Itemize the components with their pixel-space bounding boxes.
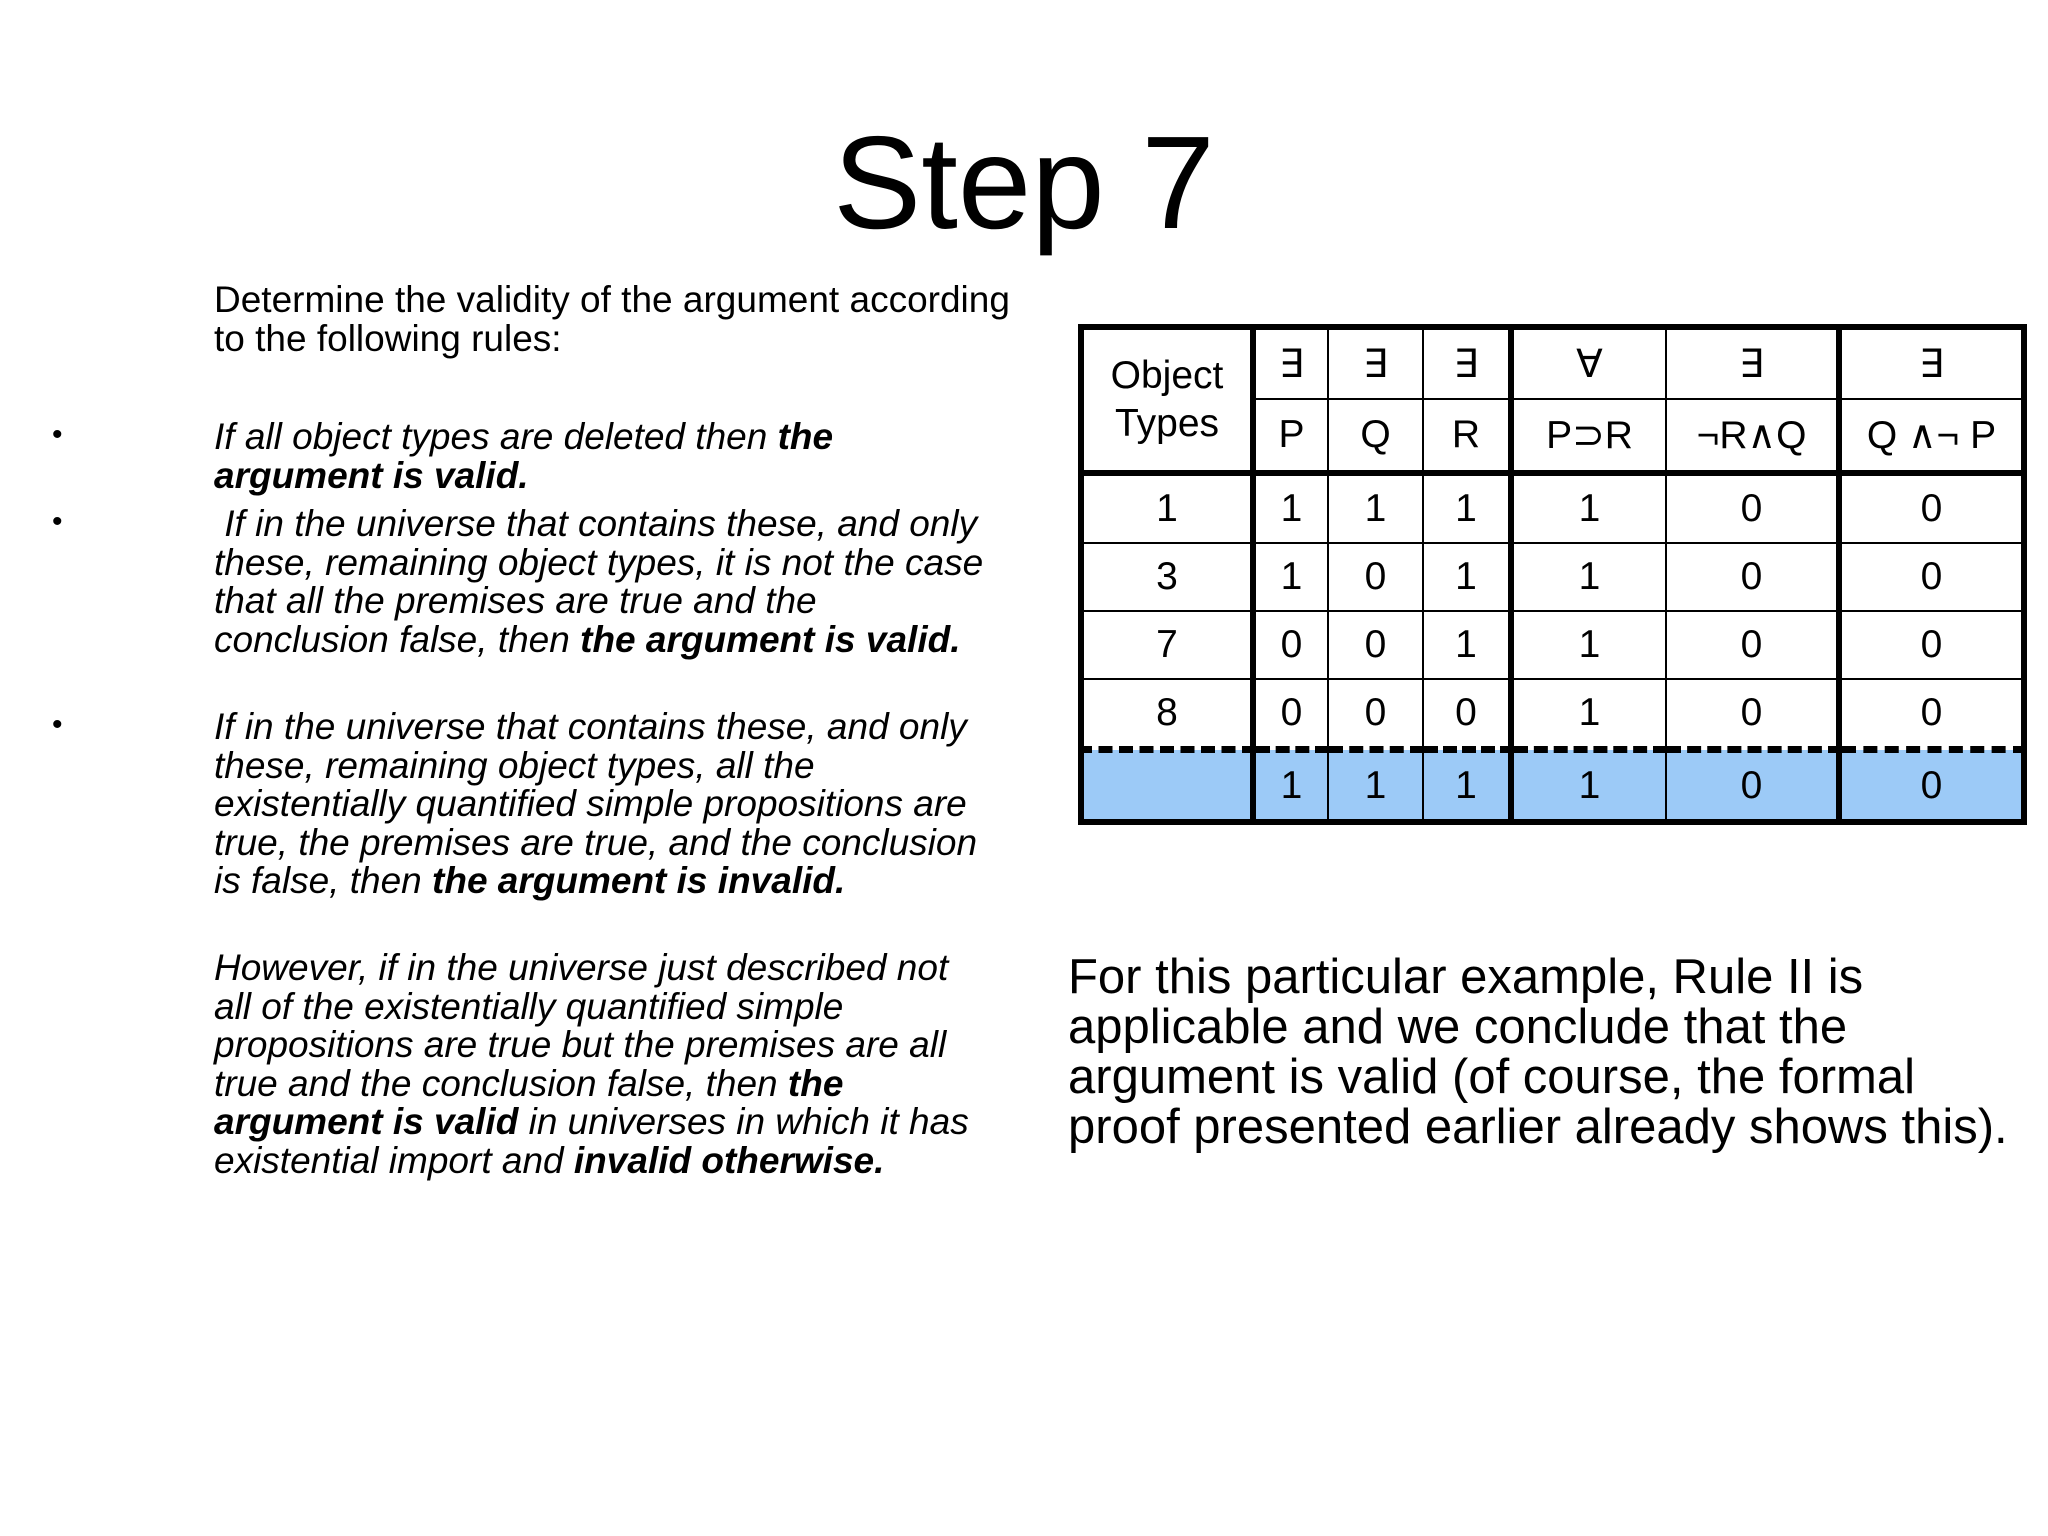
rule-3-text: If in the universe that contains these, and only these, remaining object types, all the existentially quantified simple propositions are true, the premises are true, and the conclusion is false, then bbox=[214, 706, 978, 901]
value-cell: 0 bbox=[1666, 473, 1839, 543]
rule-2 bbox=[52, 503, 994, 660]
value-cell: 0 bbox=[1328, 679, 1423, 750]
object-type-cell: 3 bbox=[1081, 543, 1253, 611]
value-cell: 1 bbox=[1423, 611, 1511, 679]
value-cell: 1 bbox=[1253, 473, 1328, 543]
value-cell: 0 bbox=[1839, 750, 2024, 823]
quantifier-cell: ∃ bbox=[1666, 327, 1839, 399]
value-cell: 0 bbox=[1253, 611, 1328, 679]
variable-cell: R bbox=[1423, 399, 1511, 473]
value-cell: 0 bbox=[1328, 611, 1423, 679]
bullet-icon: • bbox=[52, 418, 63, 451]
value-cell: 0 bbox=[1839, 679, 2024, 750]
however-text: However, if in the universe just described not all of the existentially quantified simple propositions are true but the premises are all true and the conclusion false, then bbox=[214, 947, 949, 1104]
value-cell: 0 bbox=[1253, 679, 1328, 750]
highlighted-row bbox=[1081, 750, 2024, 823]
slide-title: Step 7 bbox=[833, 109, 1215, 256]
rule-1 bbox=[52, 416, 994, 496]
bullet-icon: • bbox=[52, 708, 63, 741]
value-cell: 1 bbox=[1511, 473, 1666, 543]
value-cell: 0 bbox=[1666, 543, 1839, 611]
quantifier-cell: ∀ bbox=[1511, 327, 1666, 399]
table-row bbox=[1081, 679, 2024, 750]
value-cell: 0 bbox=[1839, 473, 2024, 543]
variable-cell: P⊃R bbox=[1511, 399, 1666, 473]
value-cell: 1 bbox=[1328, 473, 1423, 543]
value-cell: 0 bbox=[1423, 679, 1511, 750]
value-cell: 0 bbox=[1666, 679, 1839, 750]
value-cell: 1 bbox=[1511, 611, 1666, 679]
variable-cell: Q ∧¬ P bbox=[1839, 399, 2024, 473]
variable-cell: Q bbox=[1328, 399, 1423, 473]
value-cell: 0 bbox=[1839, 611, 2024, 679]
object-types-header: Object Types bbox=[1081, 327, 1253, 473]
value-cell: 1 bbox=[1423, 543, 1511, 611]
quantifier-cell: ∃ bbox=[1423, 327, 1511, 399]
rule-1-bold: the argument is valid. bbox=[214, 416, 834, 496]
value-cell: 1 bbox=[1423, 750, 1511, 823]
truth-table bbox=[1078, 324, 2027, 825]
value-cell: 0 bbox=[1839, 543, 2024, 611]
value-cell: 1 bbox=[1253, 543, 1328, 611]
object-type-cell: 1 bbox=[1081, 473, 1253, 543]
value-cell: 0 bbox=[1666, 750, 1839, 823]
rule-3 bbox=[52, 706, 994, 901]
object-type-cell bbox=[1081, 750, 1253, 823]
value-cell: 0 bbox=[1328, 543, 1423, 611]
rule-3-bold: the argument is invalid. bbox=[432, 860, 846, 901]
bullet-icon: • bbox=[52, 505, 63, 538]
variable-cell: ¬R∧Q bbox=[1666, 399, 1839, 473]
value-cell: 0 bbox=[1666, 611, 1839, 679]
table-row bbox=[1081, 473, 2024, 543]
quantifier-row bbox=[1081, 327, 2024, 399]
however-mid: in universes in which it has existential import and bbox=[214, 1101, 969, 1181]
value-cell: 1 bbox=[1253, 750, 1328, 823]
quantifier-cell: ∃ bbox=[1839, 327, 2024, 399]
conclusion-text: For this particular example, Rule II is applicable and we conclude that the argument is valid (of course, the formal proof presented earlier already shows this). bbox=[1068, 950, 2008, 1154]
table-row bbox=[1081, 543, 2024, 611]
value-cell: 1 bbox=[1511, 750, 1666, 823]
table-row bbox=[1081, 611, 2024, 679]
rule-2-bold: the argument is valid. bbox=[580, 618, 961, 660]
quantifier-cell: ∃ bbox=[1253, 327, 1328, 399]
variable-cell: P bbox=[1253, 399, 1328, 473]
value-cell: 1 bbox=[1511, 679, 1666, 750]
intro-text: Determine the validity of the argument according to the following rules: bbox=[214, 279, 1010, 359]
value-cell: 1 bbox=[1328, 750, 1423, 823]
rule-3-however bbox=[214, 949, 994, 1180]
object-type-cell: 7 bbox=[1081, 611, 1253, 679]
value-cell: 1 bbox=[1423, 473, 1511, 543]
value-cell: 1 bbox=[1511, 543, 1666, 611]
however-bold-invalid: invalid otherwise. bbox=[573, 1139, 885, 1181]
rule-2-text: If in the universe that contains these, and only these, remaining object types, it is not the case that all the premises are true and the conclusion false, then bbox=[214, 503, 984, 660]
object-type-cell: 8 bbox=[1081, 679, 1253, 750]
rule-1-text: If all object types are deleted then bbox=[214, 416, 778, 457]
however-bold-valid: the argument is valid bbox=[214, 1062, 844, 1142]
quantifier-cell: ∃ bbox=[1328, 327, 1423, 399]
